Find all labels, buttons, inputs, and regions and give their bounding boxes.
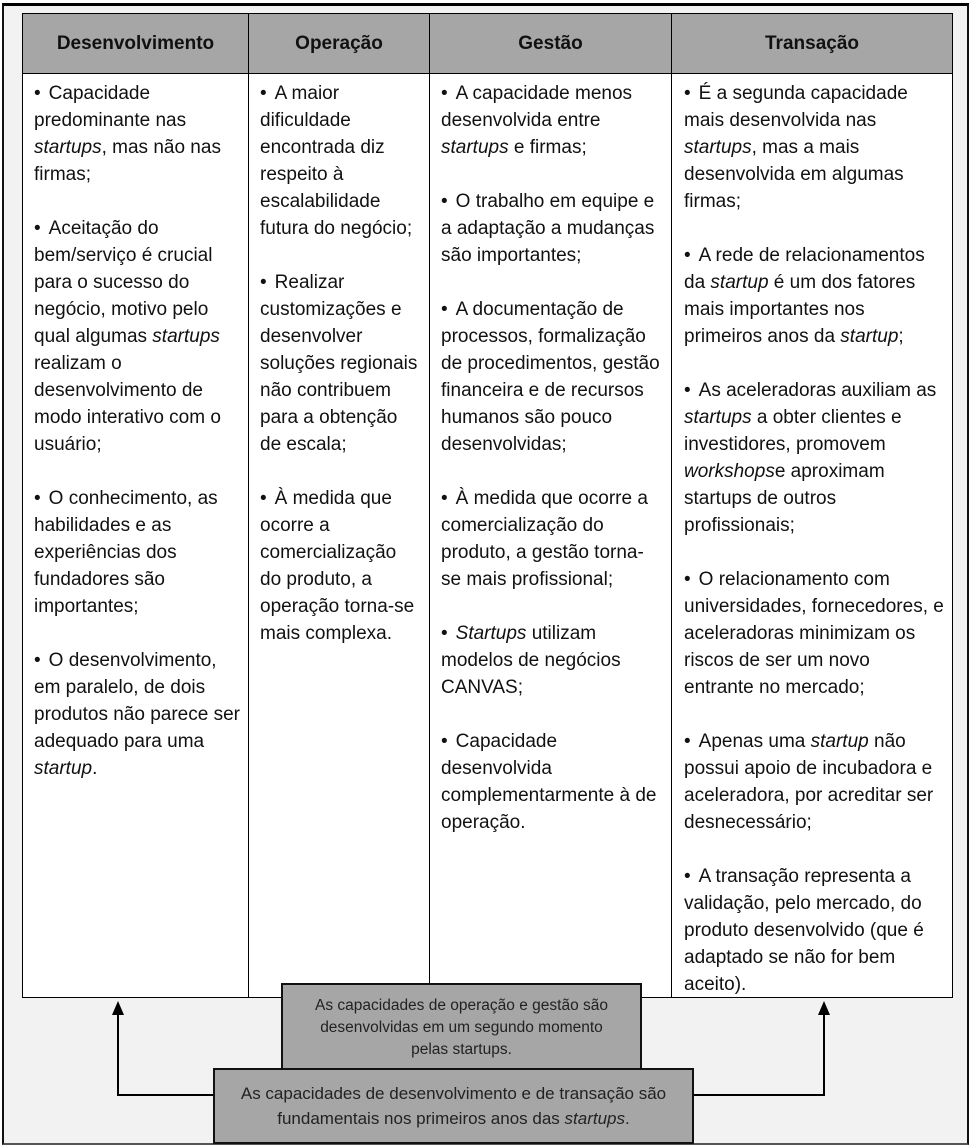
table-header-row	[23, 14, 952, 74]
bullet-icon: •	[260, 83, 267, 104]
bullet-icon: •	[684, 731, 691, 752]
header-gestao: Gestão	[518, 32, 583, 54]
column-operacao	[249, 74, 429, 997]
connector-left-horizontal	[117, 1094, 214, 1096]
list-item: • As aceleradoras auxiliam as startups a obter clientes e investidores, promovem workshopse aproximam startups de outros profissionais;	[684, 377, 944, 539]
list-item: • Aceitação do bem/serviço é crucial para o sucesso do negócio, motivo pelo qual algumas startups realizam o desenvolvimento de modo interativo com o usuário;	[34, 215, 240, 458]
bullet-icon: •	[684, 245, 691, 266]
header-desenvolvimento: Desenvolvimento	[56, 32, 215, 54]
bullet-icon: •	[684, 569, 691, 590]
column-desenvolvimento	[23, 74, 248, 997]
arrow-up-icon	[112, 1001, 124, 1015]
note-line: As capacidades de operação e gestão são	[315, 997, 608, 1014]
connector-right-horizontal	[693, 1094, 825, 1096]
capabilities-table	[22, 13, 953, 998]
arrow-up-icon	[818, 1001, 830, 1015]
bullet-icon: •	[441, 623, 448, 644]
list-item: • A transação representa a validação, pelo mercado, do produto desenvolvido (que é adaptado se não for bem aceito).	[684, 863, 944, 998]
bullet-icon: •	[441, 731, 448, 752]
list-item: • Realizar customizações e desenvolver soluções regionais não contribuem para a obtenção de escala;	[260, 269, 421, 458]
connector-right-vertical	[823, 1008, 825, 1096]
bullet-icon: •	[260, 488, 267, 509]
list-item: • A documentação de processos, formalização de procedimentos, gestão financeira e de recursos humanos são pouco desenvolvidas;	[441, 296, 663, 458]
bullet-icon: •	[34, 83, 41, 104]
bullet-icon: •	[441, 299, 448, 320]
note-line: As capacidades de desenvolvimento e de transação são	[240, 1084, 667, 1103]
bullet-icon: •	[684, 83, 691, 104]
list-item: • Startups utilizam modelos de negócios CANVAS;	[441, 620, 663, 701]
list-item: • É a segunda capacidade mais desenvolvida nas startups, mas a mais desenvolvida em algumas firmas;	[684, 80, 944, 215]
bullet-icon: •	[260, 272, 267, 293]
list-item: • A maior dificuldade encontrada diz respeito à escalabilidade futura do negócio;	[260, 80, 421, 242]
note-operation-management	[281, 983, 642, 1070]
connector-left-vertical	[117, 1008, 119, 1096]
bullet-icon: •	[684, 866, 691, 887]
list-item: • Capacidade predominante nas startups, mas não nas firmas;	[34, 80, 240, 188]
list-item: • O desenvolvimento, em paralelo, de dois produtos não parece ser adequado para uma startup.	[34, 647, 240, 782]
bullet-icon: •	[684, 380, 691, 401]
bullet-icon: •	[441, 488, 448, 509]
bullet-icon: •	[34, 650, 41, 671]
header-operacao: Operação	[295, 32, 383, 54]
bullet-icon: •	[34, 488, 41, 509]
list-item: • O trabalho em equipe e a adaptação a mudanças são importantes;	[441, 188, 663, 269]
bullet-icon: •	[34, 218, 41, 239]
list-item: • Apenas uma startup não possui apoio de incubadora e aceleradora, por acreditar ser desnecessário;	[684, 728, 944, 836]
list-item: • Capacidade desenvolvida complementarmente à de operação.	[441, 728, 663, 836]
bullet-icon: •	[441, 83, 448, 104]
list-item: • A rede de relacionamentos da startup é um dos fatores mais importantes nos primeiros anos da startup;	[684, 242, 944, 350]
note-line: pelas startups.	[411, 1041, 512, 1058]
list-item: • O relacionamento com universidades, fornecedores, e aceleradoras minimizam os riscos de ser um novo entrante no mercado;	[684, 566, 944, 701]
header-transacao: Transação	[765, 32, 859, 54]
list-item: • O conhecimento, as habilidades e as experiências dos fundadores são importantes;	[34, 485, 240, 620]
note-line: fundamentais nos primeiros anos das startups.	[277, 1109, 630, 1128]
bullet-icon: •	[441, 191, 448, 212]
column-transacao	[672, 74, 952, 997]
note-line: desenvolvidas em um segundo momento	[320, 1019, 603, 1036]
list-item: • À medida que ocorre a comercialização do produto, a operação torna-se mais complexa.	[260, 485, 421, 647]
note-development-transaction	[213, 1068, 694, 1144]
list-item: • A capacidade menos desenvolvida entre startups e firmas;	[441, 80, 663, 161]
list-item: • À medida que ocorre a comercialização do produto, a gestão torna-se mais profissional;	[441, 485, 663, 593]
column-gestao	[430, 74, 671, 997]
